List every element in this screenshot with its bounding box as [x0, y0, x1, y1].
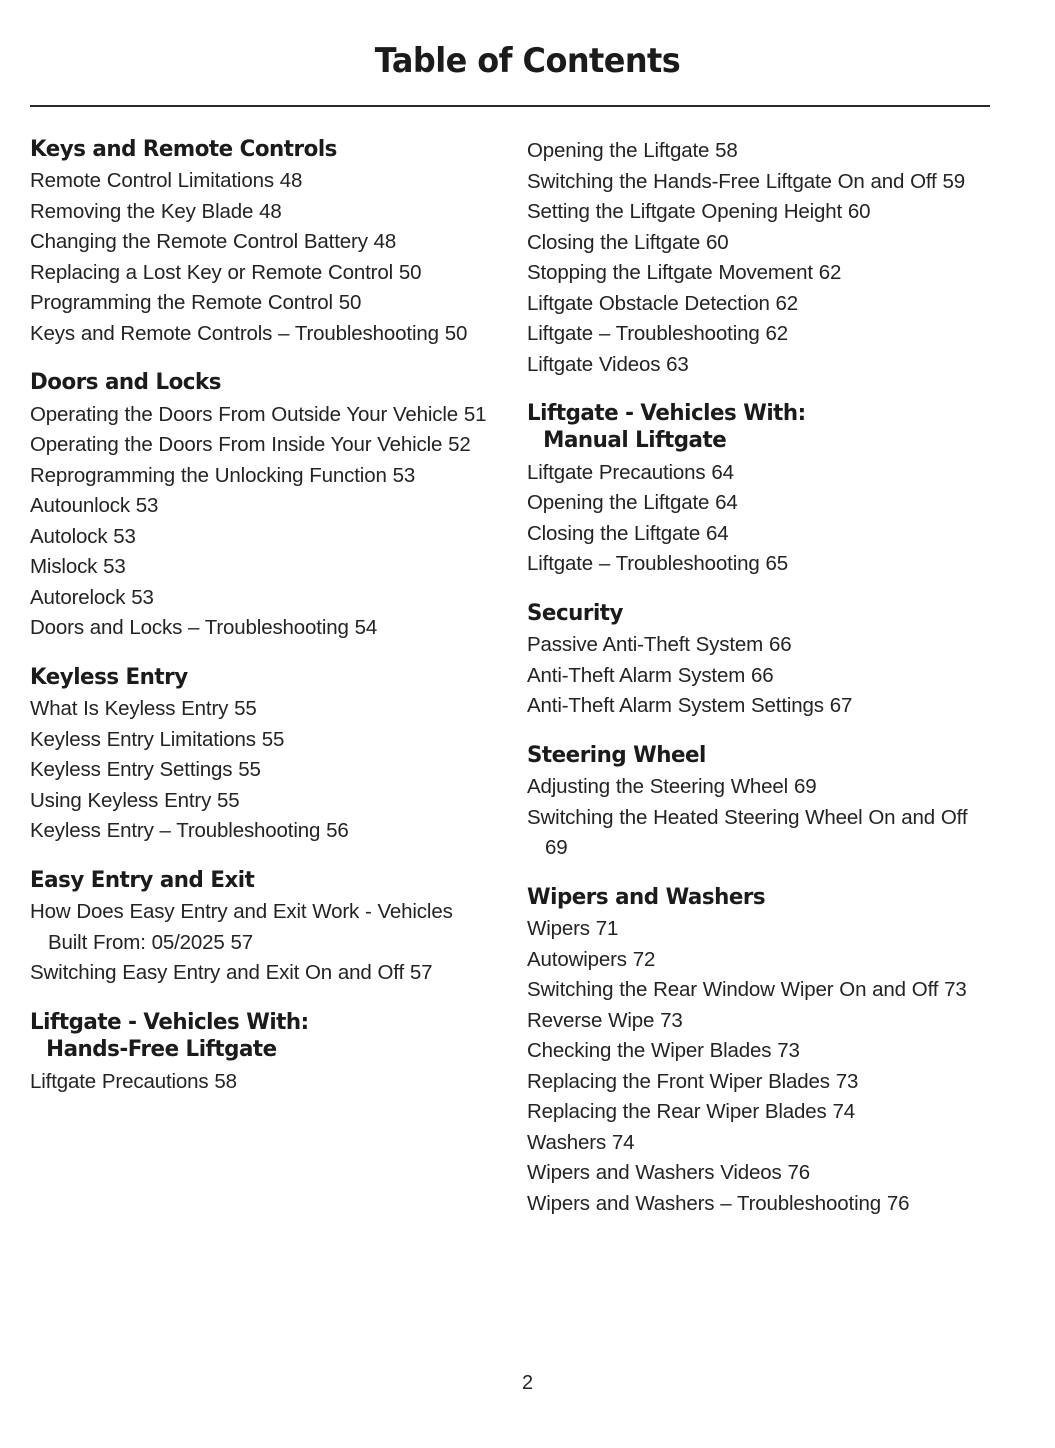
toc-section-steering-wheel	[527, 742, 989, 864]
toc-section-heading	[527, 884, 966, 911]
toc-entry-page: 76	[886, 1191, 910, 1215]
toc-entry-title: Switching the Heated Steering Wheel On and Off	[527, 805, 968, 829]
toc-entry-title: Liftgate Precautions	[527, 460, 712, 484]
toc-entry-page: 55	[238, 758, 261, 782]
toc-entry-page: 55	[217, 788, 240, 812]
toc-entry-title: Remote Control Limitations	[30, 169, 280, 193]
toc-entry-title: Stopping the Liftgate Movement	[527, 261, 819, 284]
heading-line: Doors and Locks	[30, 369, 221, 396]
toc-entry[interactable]	[30, 461, 492, 492]
toc-entry[interactable]	[527, 772, 989, 803]
toc-entry-title: Opening the Liftgate	[527, 491, 716, 515]
toc-entry-title: Opening the Liftgate	[527, 139, 716, 162]
toc-entry-title: Liftgate – Troubleshooting	[527, 552, 766, 576]
toc-column-right	[527, 136, 989, 1219]
toc-section-heading	[30, 1009, 469, 1064]
toc-entry[interactable]	[527, 661, 989, 692]
toc-entry-title: Operating the Doors From Outside Your Vehicle	[30, 402, 464, 426]
toc-entry[interactable]	[30, 522, 492, 553]
heading-line: Keyless Entry	[30, 663, 188, 690]
toc-entry-page: 50	[444, 321, 468, 345]
toc-entry-title: Replacing a Lost Key or Remote Control	[30, 260, 399, 284]
toc-entry-page: 57	[230, 930, 254, 954]
toc-entry-title: Liftgate Videos	[527, 352, 667, 376]
toc-entry[interactable]	[527, 197, 989, 228]
toc-entry-page: 64	[711, 460, 734, 484]
toc-section-liftgate-vehicles-with-hands-free-liftgate	[30, 1009, 492, 1097]
toc-entry[interactable]	[30, 491, 492, 522]
toc-entry[interactable]	[30, 552, 492, 583]
toc-entry[interactable]	[527, 549, 989, 580]
toc-section-wipers-and-washers	[527, 884, 989, 1219]
toc-entry-title: Switching Easy Entry and Exit On and Off	[30, 961, 410, 985]
toc-entry-page: 58	[214, 1069, 237, 1093]
toc-entry-title: Operating the Doors From Inside Your Vehicle	[30, 433, 449, 457]
toc-section-heading	[30, 867, 469, 894]
toc-entry[interactable]	[527, 319, 989, 350]
toc-entry-page: 71	[595, 917, 619, 941]
toc-section-heading	[30, 136, 469, 163]
toc-entry-page: 73	[777, 1039, 800, 1063]
toc-entry[interactable]	[527, 167, 989, 198]
toc-entry[interactable]	[30, 694, 492, 725]
toc-entry-page: 54	[354, 616, 378, 640]
toc-entry-title: Wipers and Washers Videos	[527, 1161, 788, 1185]
toc-entry-page: 69	[793, 775, 817, 799]
toc-entry-page: 62	[818, 261, 842, 284]
toc-entry-page: 60	[847, 200, 871, 223]
toc-entry-page: 74	[611, 1130, 635, 1154]
toc-entry-title: Checking the Wiper Blades	[527, 1039, 778, 1063]
toc-entry-title: Anti-Theft Alarm System Settings	[527, 694, 830, 718]
toc-entry-title: Switching the Hands-Free Liftgate On and Off	[527, 169, 943, 193]
toc-entry[interactable]	[30, 288, 492, 319]
title-divider	[30, 105, 990, 107]
heading-line: Liftgate - Vehicles With:	[30, 1008, 309, 1035]
toc-entry-page: 64	[705, 521, 729, 545]
toc-columns	[30, 136, 990, 1219]
toc-entry-page: 58	[715, 139, 738, 162]
toc-section-heading	[30, 664, 469, 691]
toc-entry-title: Autorelock	[30, 585, 132, 609]
heading-line: Keys and Remote Controls	[30, 136, 337, 162]
toc-entry-title: How Does Easy Entry and Exit Work - Vehicles Built From: 05/2025	[30, 900, 453, 954]
toc-entry-title: Programming the Remote Control	[30, 291, 339, 315]
toc-entry-title: Anti-Theft Alarm System	[527, 663, 752, 687]
toc-entry-page: 48	[373, 230, 397, 254]
toc-entry-page: 59	[942, 169, 965, 193]
toc-entry-page: 66	[768, 633, 792, 657]
toc-entry-title: Using Keyless Entry	[30, 788, 218, 812]
toc-entry[interactable]	[30, 400, 492, 431]
toc-entry-page: 76	[787, 1161, 811, 1185]
toc-entry[interactable]	[527, 945, 989, 976]
toc-entry-page: 53	[103, 555, 126, 579]
toc-entry[interactable]	[527, 458, 989, 489]
toc-entry-page: 51	[463, 402, 487, 426]
page-folio: 2	[521, 1372, 534, 1394]
toc-section-easy-entry-and-exit	[30, 867, 492, 989]
toc-entry-page: 56	[326, 819, 349, 843]
toc-entry-page: 48	[259, 199, 282, 223]
toc-section-heading	[30, 369, 469, 396]
toc-entry[interactable]	[527, 914, 989, 945]
toc-entry-title: Reprogramming the Unlocking Function	[30, 463, 393, 487]
toc-entry-page: 55	[261, 727, 285, 751]
toc-section-security	[527, 600, 989, 722]
toc-entry-page: 66	[751, 663, 774, 687]
toc-entry-title: Replacing the Front Wiper Blades	[527, 1069, 836, 1093]
toc-entry-page: 50	[398, 260, 422, 284]
toc-entry-page: 53	[392, 463, 416, 487]
toc-entry[interactable]	[527, 975, 989, 1006]
toc-section-keys-and-remote-controls	[30, 136, 492, 349]
toc-entry-title: Setting the Liftgate Opening Height	[527, 200, 848, 223]
toc-entry[interactable]	[527, 1189, 989, 1220]
toc-entry-page: 62	[765, 322, 788, 345]
toc-entry-page: 57	[409, 961, 433, 985]
toc-column-left	[30, 136, 492, 1097]
toc-entry-page: 63	[666, 352, 689, 376]
toc-entry[interactable]	[30, 258, 492, 289]
toc-entry-title: Replacing the Rear Wiper Blades	[527, 1100, 833, 1124]
toc-entry-page: 73	[660, 1008, 683, 1032]
toc-entry-title: Keyless Entry Limitations	[30, 727, 262, 751]
toc-entry-title: Autounlock	[30, 494, 136, 518]
toc-entry-title: Keys and Remote Controls – Troubleshooting	[30, 321, 445, 345]
toc-entry-title: Passive Anti-Theft System	[527, 633, 769, 657]
toc-entry[interactable]	[30, 816, 492, 847]
page-title: Table of Contents	[374, 41, 681, 81]
toc-entry-title: Wipers	[527, 917, 596, 941]
toc-entry-title: Reverse Wipe	[527, 1008, 661, 1032]
toc-entry[interactable]	[30, 613, 492, 644]
toc-entry-page: 60	[705, 230, 729, 254]
toc-entry[interactable]	[527, 1097, 989, 1128]
toc-entry[interactable]	[527, 1128, 989, 1159]
toc-entry[interactable]	[527, 488, 989, 519]
heading-line-cont: Hands-Free Liftgate	[46, 1036, 277, 1063]
toc-entry-title: What Is Keyless Entry	[30, 697, 235, 721]
toc-entry[interactable]	[527, 519, 989, 550]
toc-entry[interactable]	[527, 258, 989, 289]
toc-entry-page: 64	[715, 491, 738, 515]
toc-entry[interactable]	[30, 1067, 492, 1098]
toc-entry-title: Autowipers	[527, 947, 633, 971]
heading-line: Wipers and Washers	[527, 883, 766, 910]
toc-entry-title: Liftgate Precautions	[30, 1069, 215, 1093]
toc-entry[interactable]	[30, 755, 492, 786]
toc-entry[interactable]	[527, 1006, 989, 1037]
toc-entry-title: Keyless Entry – Troubleshooting	[30, 819, 327, 843]
toc-entry[interactable]	[30, 897, 492, 958]
toc-entry[interactable]	[30, 166, 492, 197]
toc-entry[interactable]	[30, 583, 492, 614]
toc-entry-title: Washers	[527, 1130, 612, 1154]
toc-entry-title: Changing the Remote Control Battery	[30, 230, 374, 254]
toc-section-heading	[527, 600, 966, 627]
heading-line: Easy Entry and Exit	[30, 866, 255, 893]
heading-line: Steering Wheel	[527, 741, 706, 768]
toc-entry[interactable]	[30, 197, 492, 228]
toc-entry-page: 62	[775, 291, 799, 315]
toc-entry-page: 53	[131, 585, 154, 609]
toc-entry[interactable]	[527, 136, 989, 167]
toc-entry-page: 52	[448, 433, 471, 457]
toc-entry[interactable]	[30, 958, 492, 989]
toc-entry[interactable]	[527, 630, 989, 661]
toc-entry[interactable]	[527, 691, 989, 722]
toc-entry-title: Adjusting the Steering Wheel	[527, 775, 794, 799]
heading-line-cont: Manual Liftgate	[543, 427, 727, 454]
toc-entry-page: 67	[829, 694, 853, 718]
toc-entry[interactable]	[527, 1158, 989, 1189]
toc-entry-page: 50	[338, 291, 362, 315]
toc-entry[interactable]	[30, 725, 492, 756]
toc-entry-page: 53	[135, 494, 159, 518]
toc-entry[interactable]	[527, 350, 989, 381]
toc-entry-title: Liftgate – Troubleshooting	[527, 322, 766, 345]
toc-entry-title: Removing the Key Blade	[30, 199, 260, 223]
toc-section-heading	[527, 742, 966, 769]
toc-entry[interactable]	[30, 319, 492, 350]
toc-section-doors-and-locks	[30, 369, 492, 643]
toc-entry[interactable]	[527, 228, 989, 259]
toc-entry-title: Autolock	[30, 524, 114, 548]
toc-entry-title: Liftgate Obstacle Detection	[527, 291, 776, 315]
heading-line: Security	[527, 599, 624, 626]
toc-entry[interactable]	[527, 803, 989, 864]
toc-entry[interactable]	[527, 289, 989, 320]
toc-entry-page: 65	[765, 552, 788, 576]
toc-section-continued	[527, 136, 989, 380]
toc-entry[interactable]	[527, 1036, 989, 1067]
toc-entry-page: 53	[113, 524, 136, 548]
toc-section-heading	[527, 400, 966, 455]
toc-entry[interactable]	[30, 786, 492, 817]
toc-entry-page: 73	[835, 1069, 859, 1093]
toc-entry-title: Mislock	[30, 555, 104, 579]
toc-entry-title: Switching the Rear Window Wiper On and Off	[527, 978, 945, 1002]
toc-entry-title: Doors and Locks – Troubleshooting	[30, 616, 355, 640]
toc-entry-title: Closing the Liftgate	[527, 521, 706, 545]
toc-entry-page: 74	[832, 1100, 856, 1124]
toc-entry[interactable]	[30, 227, 492, 258]
toc-entry[interactable]	[30, 430, 492, 461]
toc-section-keyless-entry	[30, 664, 492, 847]
toc-entry-page: 69	[545, 836, 568, 860]
toc-entry-title: Closing the Liftgate	[527, 230, 706, 254]
toc-entry-title: Keyless Entry Settings	[30, 758, 239, 782]
toc-section-liftgate-vehicles-with-manual-liftgate	[527, 400, 989, 580]
toc-entry-title: Wipers and Washers – Troubleshooting	[527, 1191, 887, 1215]
toc-entry[interactable]	[527, 1067, 989, 1098]
toc-entry-page: 73	[944, 978, 967, 1002]
toc-entry-page: 55	[234, 697, 257, 721]
toc-entry-page: 48	[279, 169, 303, 193]
heading-line: Liftgate - Vehicles With:	[527, 400, 806, 426]
toc-entry-page: 72	[632, 947, 656, 971]
